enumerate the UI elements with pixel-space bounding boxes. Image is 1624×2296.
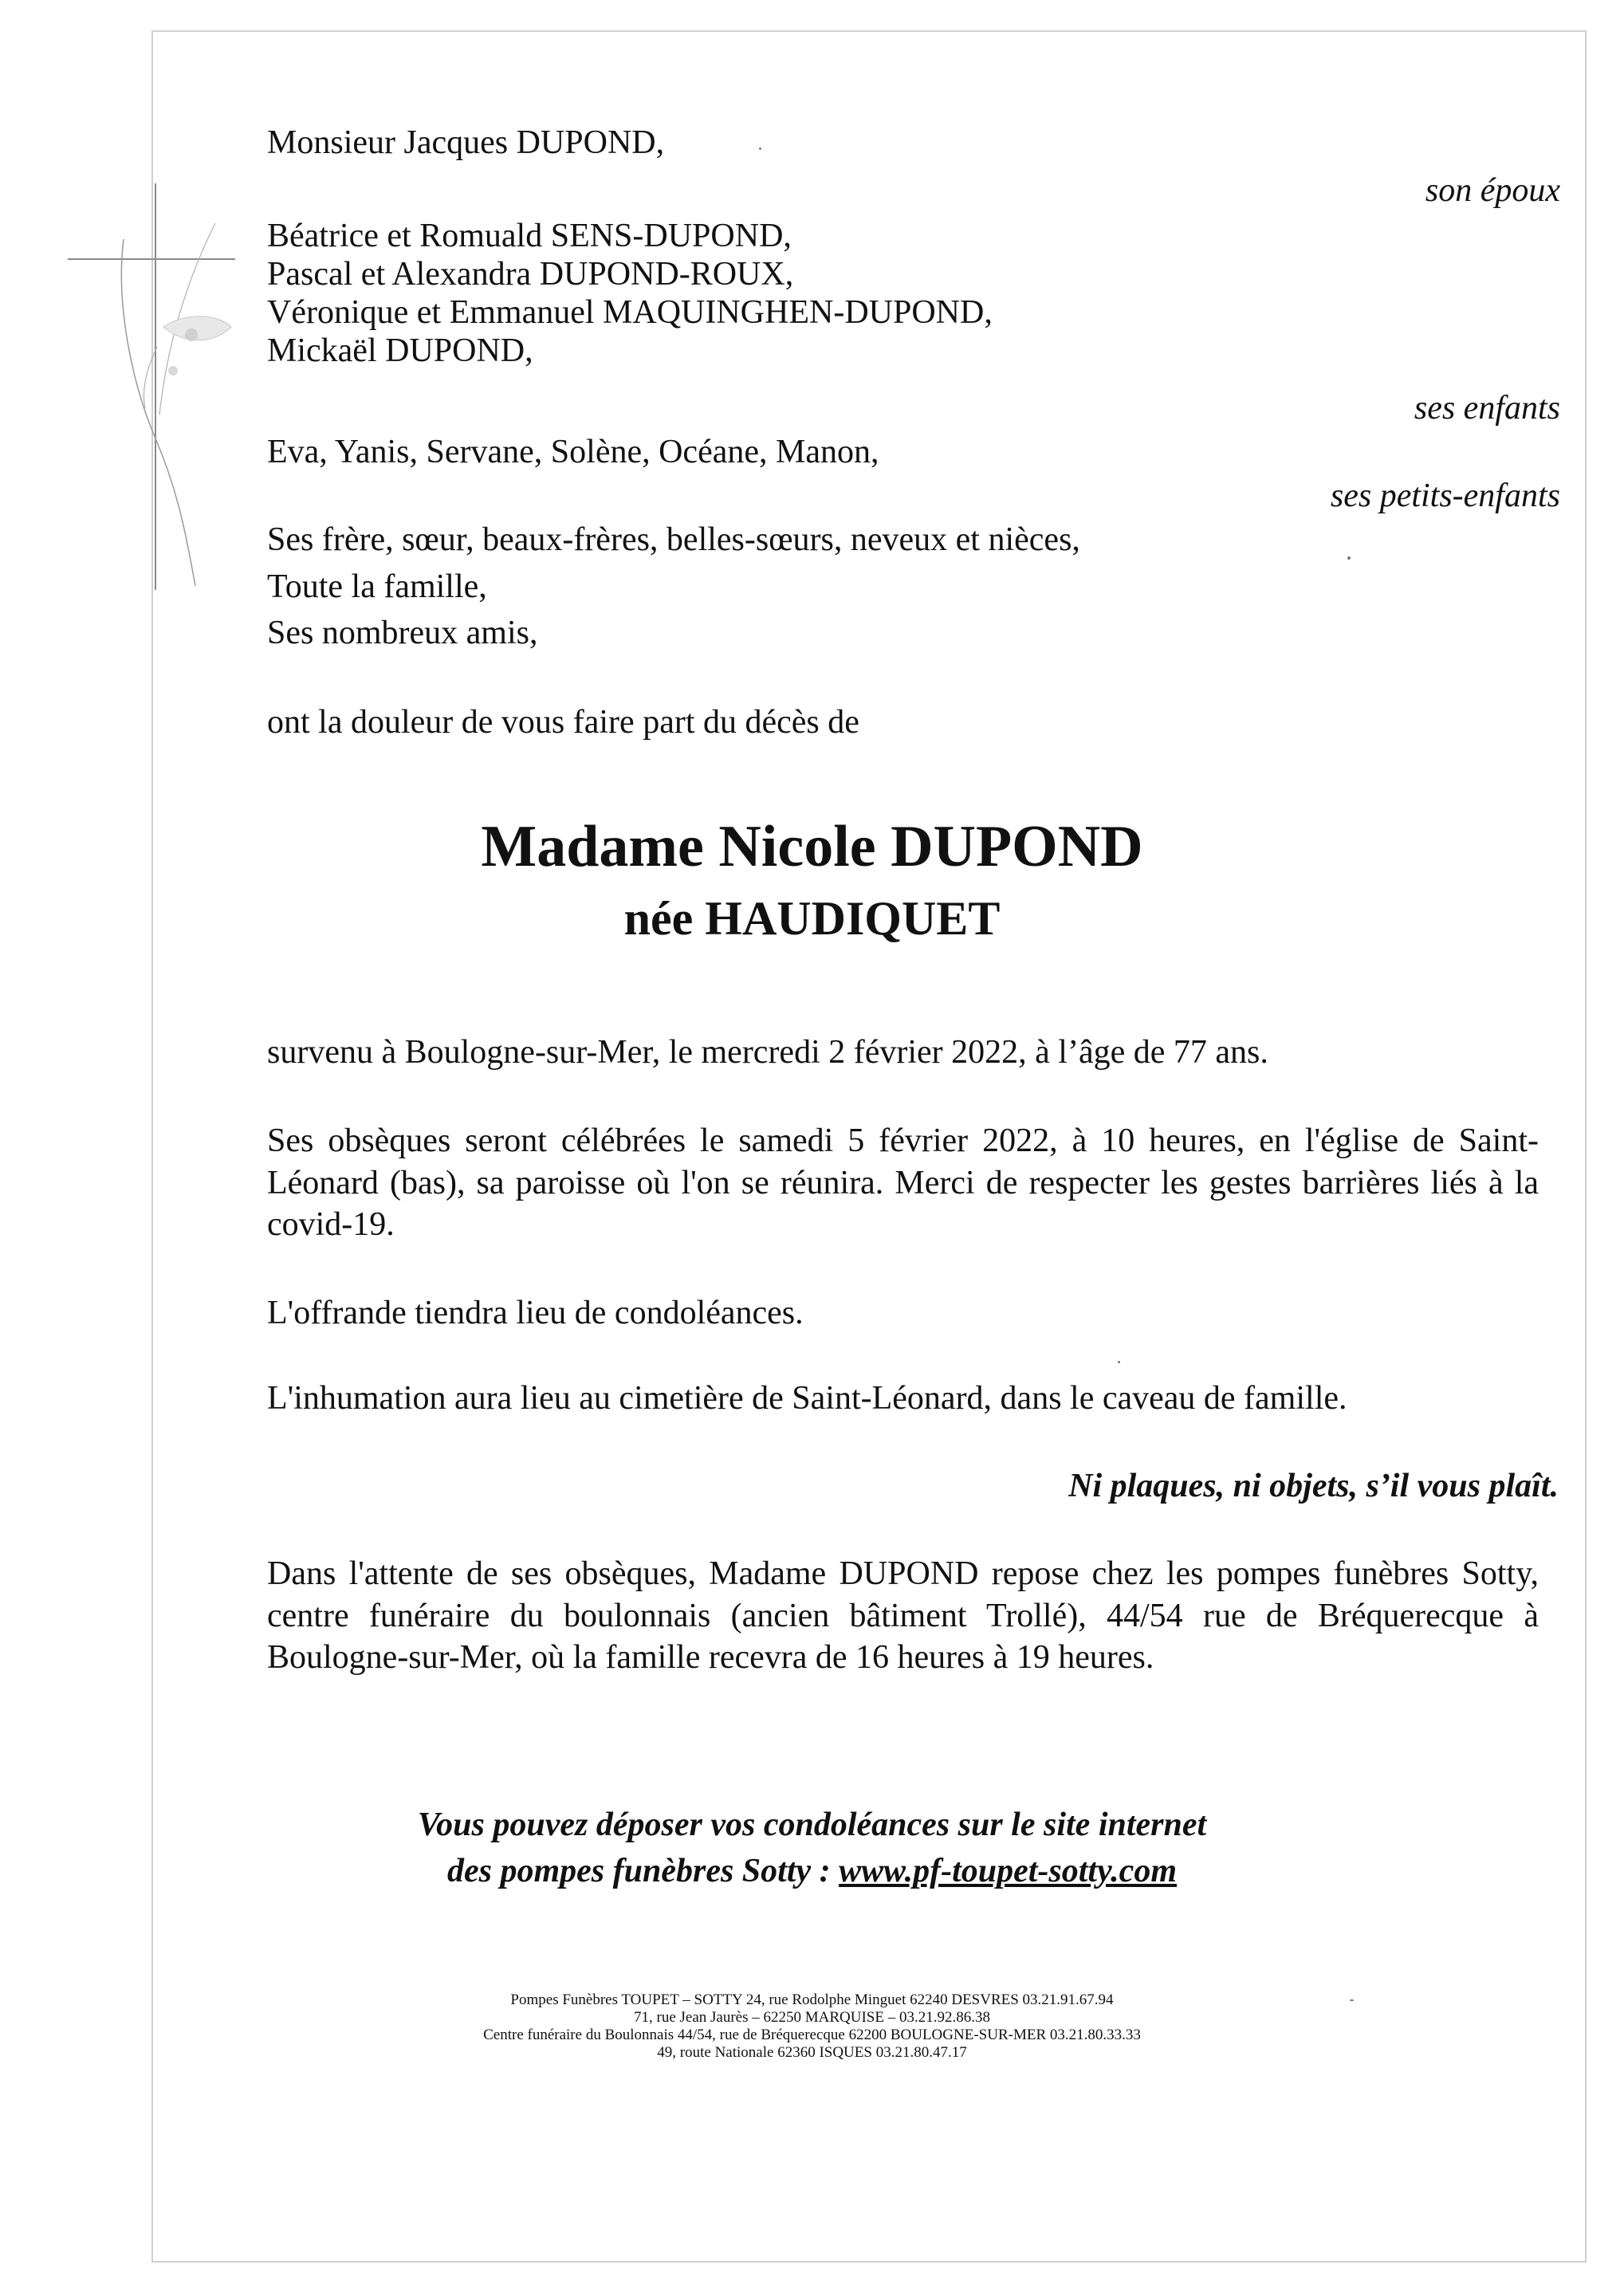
maiden-name: née HAUDIQUET xyxy=(623,892,1001,945)
child-3: Véronique et Emmanuel MAQUINGHEN-DUPOND, xyxy=(267,294,993,331)
footer-line-1: Pompes Funèbres TOUPET – SOTTY 24, rue Rodolphe Minguet 62240 DESVRES 03.21.91.67.94 xyxy=(510,1991,1114,2008)
repose-info: Dans l'attente de ses obsèques, Madame DUPOND repose chez les pompes funèbres Sotty, centre funéraire du boulonnais (ancien bâtiment Trollé), 44/54 rue de Bréquerecque à Boulogne-sur-Mer, où la famille recevra de 16 heures à 19 heures. xyxy=(267,1555,1539,1676)
no-plaques-note: Ni plaques, ni objets, s’il vous plaît. xyxy=(1068,1468,1559,1504)
relation-enfants: ses enfants xyxy=(1414,390,1560,427)
death-info: survenu à Boulogne-sur-Mer, le mercredi 2 février 2022, à l’âge de 77 ans. xyxy=(267,1034,1268,1071)
condolences-link[interactable]: www.pf-toupet-sotty.com xyxy=(839,1853,1177,1889)
footer-line-4: 49, route Nationale 62360 ISQUES 03.21.80.47.17 xyxy=(657,2044,967,2061)
relation-petits-enfants: ses petits-enfants xyxy=(1330,478,1560,514)
scan-speck xyxy=(759,147,761,150)
announcement: ont la douleur de vous faire part du décès de xyxy=(267,704,859,741)
cross-flower-icon xyxy=(68,175,243,590)
child-4: Mickaël DUPOND, xyxy=(267,332,533,369)
family-line-1: Ses frère, sœur, beaux-frères, belles-sœurs, neveux et nièces, xyxy=(267,521,1080,558)
burial-info: L'inhumation aura lieu au cimetière de Saint-Léonard, dans le caveau de famille. xyxy=(267,1380,1347,1417)
spouse-name: Monsieur Jacques DUPOND, xyxy=(267,124,665,161)
family-line-3: Ses nombreux amis, xyxy=(267,615,538,651)
funeral-info: Ses obsèques seront célébrées le samedi 5 février 2022, à 10 heures, en l'église de Saint-Léonard (bas), sa paroisse où l'on se réunira. Merci de respecter les gestes barrières liés à la covid-19. xyxy=(267,1122,1539,1243)
footer-line-3: Centre funéraire du Boulonnais 44/54, rue de Bréquerecque 62200 BOULOGNE-SUR-MER 03.21.80.33.33 xyxy=(483,2027,1141,2043)
offering: L'offrande tiendra lieu de condoléances. xyxy=(267,1295,804,1331)
condolences-prefix: des pompes funèbres Sotty : xyxy=(446,1853,840,1889)
grandchildren: Eva, Yanis, Servane, Solène, Océane, Manon, xyxy=(267,434,879,470)
relation-epoux: son époux xyxy=(1425,172,1560,209)
deceased-name: Madame Nicole DUPOND xyxy=(481,814,1143,879)
scan-speck xyxy=(1347,556,1351,560)
scan-speck xyxy=(1350,1999,1354,2001)
family-line-2: Toute la famille, xyxy=(267,568,487,605)
condolences-line-2 xyxy=(0,1852,1624,1890)
scan-speck xyxy=(1118,1361,1120,1363)
child-1: Béatrice et Romuald SENS-DUPOND, xyxy=(267,218,792,254)
child-2: Pascal et Alexandra DUPOND-ROUX, xyxy=(267,256,794,293)
condolences-line-1: Vous pouvez déposer vos condoléances sur le site internet xyxy=(417,1807,1207,1843)
footer-line-2: 71, rue Jean Jaurès – 62250 MARQUISE – 03.21.92.86.38 xyxy=(634,2009,990,2026)
